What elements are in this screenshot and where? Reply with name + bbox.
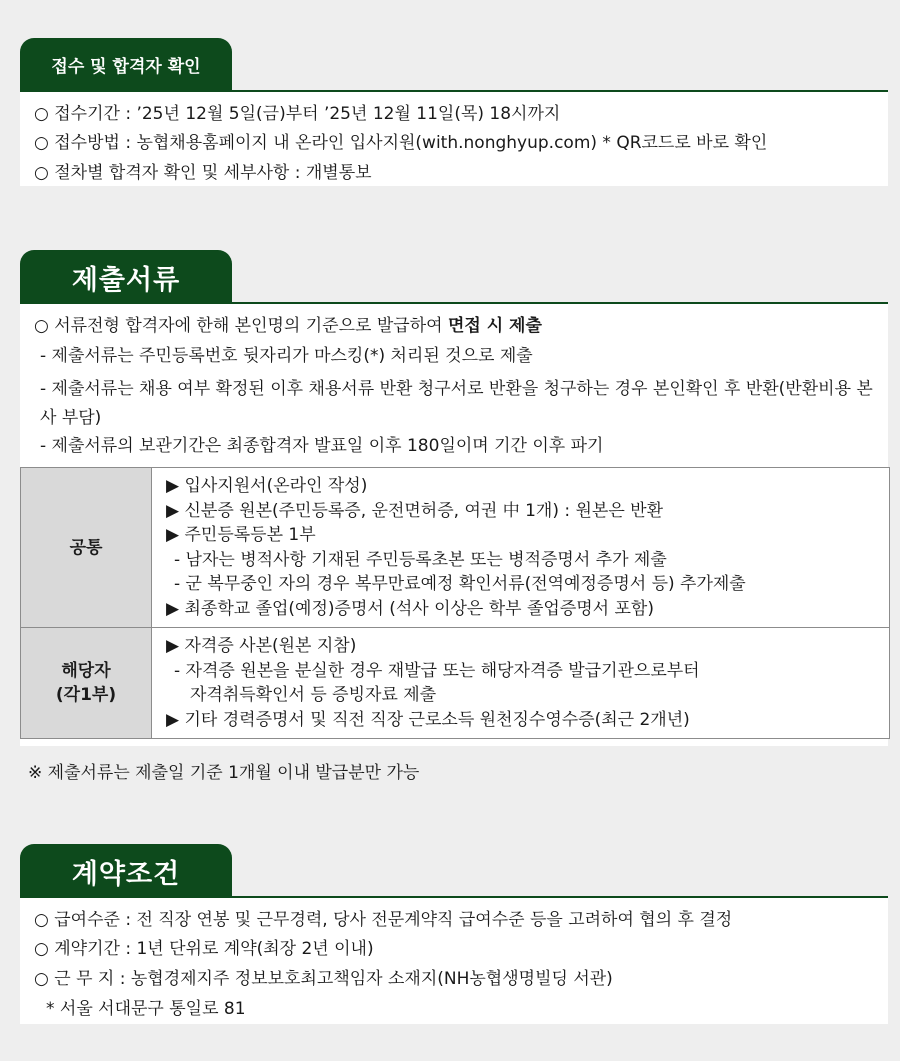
- documents-note-retention: - 제출서류의 보관기간은 최종합격자 발표일 이후 180일이며 기간 이후 파기: [40, 436, 604, 456]
- section-title-documents: 제출서류: [20, 250, 232, 304]
- list-item: ▶ 신분증 원본(주민등록증, 운전면허증, 여권 中 1개) : 원본은 반환: [166, 500, 664, 521]
- section-title-contract: 계약조건: [20, 844, 232, 898]
- documents-table: [20, 467, 890, 739]
- documents-note-masking: - 제출서류는 주민등록번호 뒷자리가 마스킹(*) 처리된 것으로 제출: [40, 346, 533, 366]
- section-title-application: 접수 및 합격자 확인: [20, 38, 232, 90]
- contract-panel: [20, 896, 888, 1024]
- category-common: 공통: [21, 468, 152, 628]
- category-applicable-label: 해당자: [61, 661, 111, 681]
- table-row-common: [21, 468, 890, 628]
- list-item: ▶ 최종학교 졸업(예정)증명서 (석사 이상은 학부 졸업증명서 포함): [166, 598, 654, 619]
- list-item: ▶ 주민등록등본 1부: [166, 525, 316, 545]
- contract-location: ○ 근 무 지 : 농협경제지주 정보보호최고책임자 소재지(NH농협생명빌딩 서관): [34, 969, 613, 989]
- documents-footnote: ※ 제출서류는 제출일 기준 1개월 이내 발급분만 가능: [28, 763, 420, 783]
- list-item: ▶ 입사지원서(온라인 작성): [166, 476, 368, 496]
- application-period: ○ 접수기간 : ’25년 12월 5일(금)부터 ’25년 12월 11일(목) 18시까지: [34, 104, 561, 124]
- documents-intro-emphasis: 면접 시 제출: [447, 316, 542, 336]
- common-items: [152, 468, 890, 628]
- contract-salary: ○ 급여수준 : 전 직장 연봉 및 근무경력, 당사 전문계약직 급여수준 등을 고려하여 협의 후 결정: [34, 910, 733, 930]
- list-item: - 군 복무중인 자의 경우 복무만료예정 확인서류(전역예정증명서 등) 추가제출: [174, 574, 746, 594]
- category-applicable-count: (각1부): [55, 685, 117, 705]
- application-panel: [20, 90, 888, 186]
- documents-intro: [34, 315, 542, 337]
- category-applicable: [21, 628, 152, 739]
- contract-address: * 서울 서대문구 통일로 81: [46, 999, 246, 1019]
- list-item: - 자격증 원본을 분실한 경우 재발급 또는 해당자격증 발급기관으로부터: [174, 660, 700, 681]
- list-item: - 남자는 병적사항 기재된 주민등록초본 또는 병적증명서 추가 제출: [174, 549, 667, 570]
- result-notice: ○ 절차별 합격자 확인 및 세부사항 : 개별통보: [34, 163, 372, 183]
- table-row-applicable: [21, 628, 890, 739]
- list-item: 자격취득확인서 등 증빙자료 제출: [190, 685, 437, 705]
- documents-panel: [20, 302, 888, 746]
- applicable-items: [152, 628, 890, 739]
- documents-note-return: - 제출서류는 채용 여부 확정된 이후 채용서류 반환 청구서로 반환을 청구하는 경우 본인확인 후 반환(반환비용 본사 부담): [40, 379, 873, 428]
- list-item: ▶ 자격증 사본(원본 지참): [166, 636, 357, 656]
- documents-intro-text: ○ 서류전형 합격자에 한해 본인명의 기준으로 발급하여: [34, 316, 448, 336]
- contract-period: ○ 계약기간 : 1년 단위로 계약(최장 2년 이내): [34, 939, 374, 959]
- list-item: ▶ 기타 경력증명서 및 직전 직장 근로소득 원천징수영수증(최근 2개년): [166, 709, 690, 730]
- application-method: ○ 접수방법 : 농협채용홈페이지 내 온라인 입사지원(with.nonghyup.com) * QR코드로 바로 확인: [34, 133, 768, 153]
